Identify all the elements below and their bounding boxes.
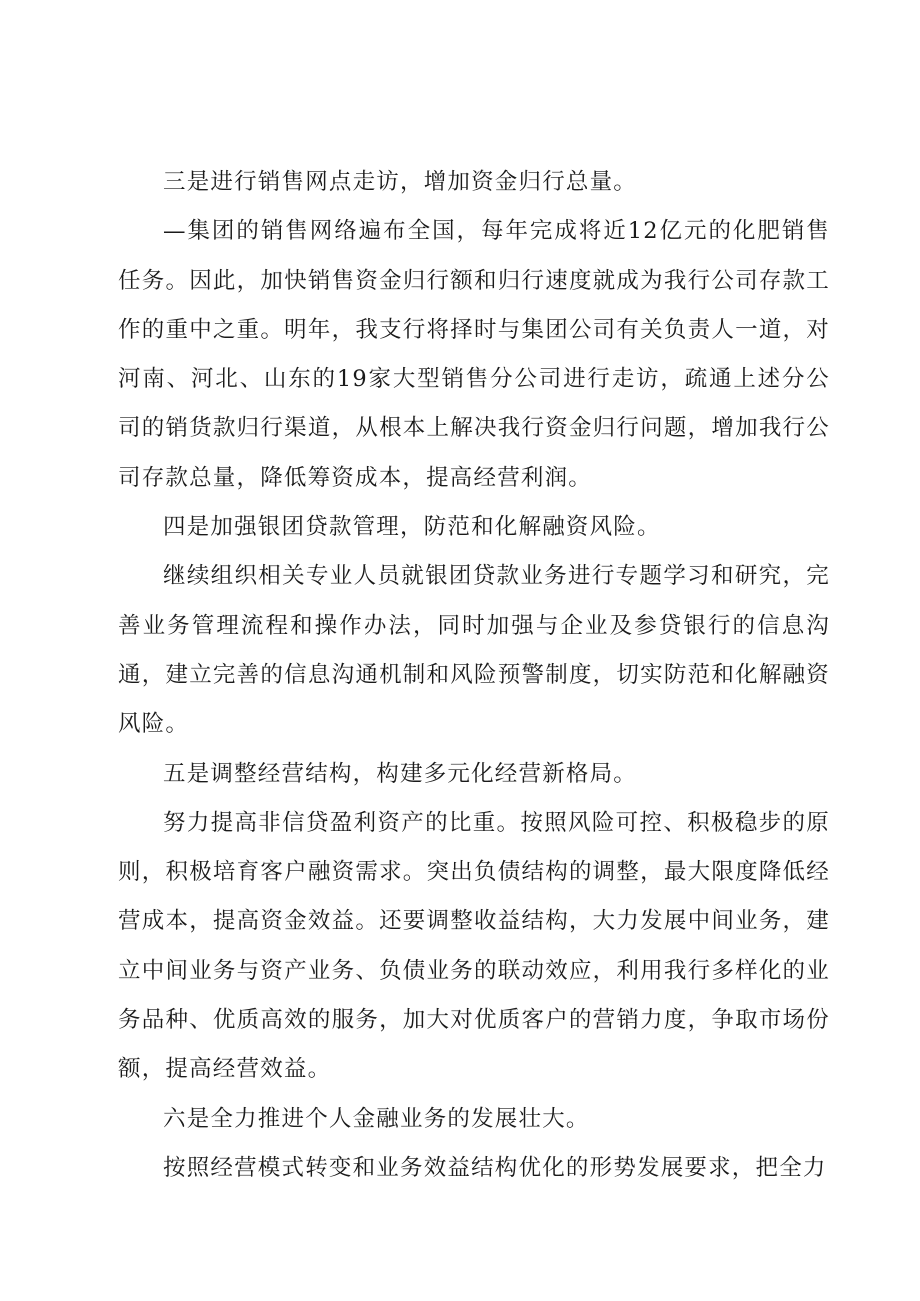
paragraph-syndicated-loans: 继续组织相关专业人员就银团贷款业务进行专题学习和研究，完善业务管理流程和操作办法，同时加强与企业及参贷银行的信息沟通，建立完善的信息沟通机制和风险预警制度，切实防范和化解融资风险。 <box>118 563 830 738</box>
paragraph-personal-finance: 按照经营模式转变和业务效益结构优化的形势发展要求，把全力 <box>163 1154 827 1181</box>
paragraph-sales-visits: —集团的销售网络遍布全国，每年完成将近12亿元的化肥销售任务。因此，加快销售资金归行额和归行速度就成为我行公司存款工作的重中之重。明年，我支行将择时与集团公司有关负责人一道，对河南、河北、山东的19家大型销售分公司进行走访，疏通上述分公司的销货款归行渠道，从根本上解决我行资金归行问题，增加我行公司存款总量，降低筹资成本，提高经营利润。 <box>118 218 830 491</box>
heading-three: 三是进行销售网点走访，增加资金归行总量。 <box>163 169 638 195</box>
document-body <box>118 158 830 1193</box>
heading-five: 五是调整经营结构，构建多元化经营新格局。 <box>163 760 638 787</box>
heading-four: 四是加强银团贷款管理，防范和化解融资风险。 <box>163 514 661 541</box>
paragraph-business-structure: 努力提高非信贷盈利资产的比重。按照风险可控、积极稳步的原则，积极培育客户融资需求。突出负债结构的调整，最大限度降低经营成本，提高资金效益。还要调整收益结构，大力发展中间业务，建立中间业务与资产业务、负债业务的联动效应，利用我行多样化的业务品种、优质高效的服务，加大对优质客户的营销力度，争取市场份额，提高经营效益。 <box>118 809 830 1083</box>
heading-six: 六是全力推进个人金融业务的发展壮大。 <box>163 1105 590 1132</box>
